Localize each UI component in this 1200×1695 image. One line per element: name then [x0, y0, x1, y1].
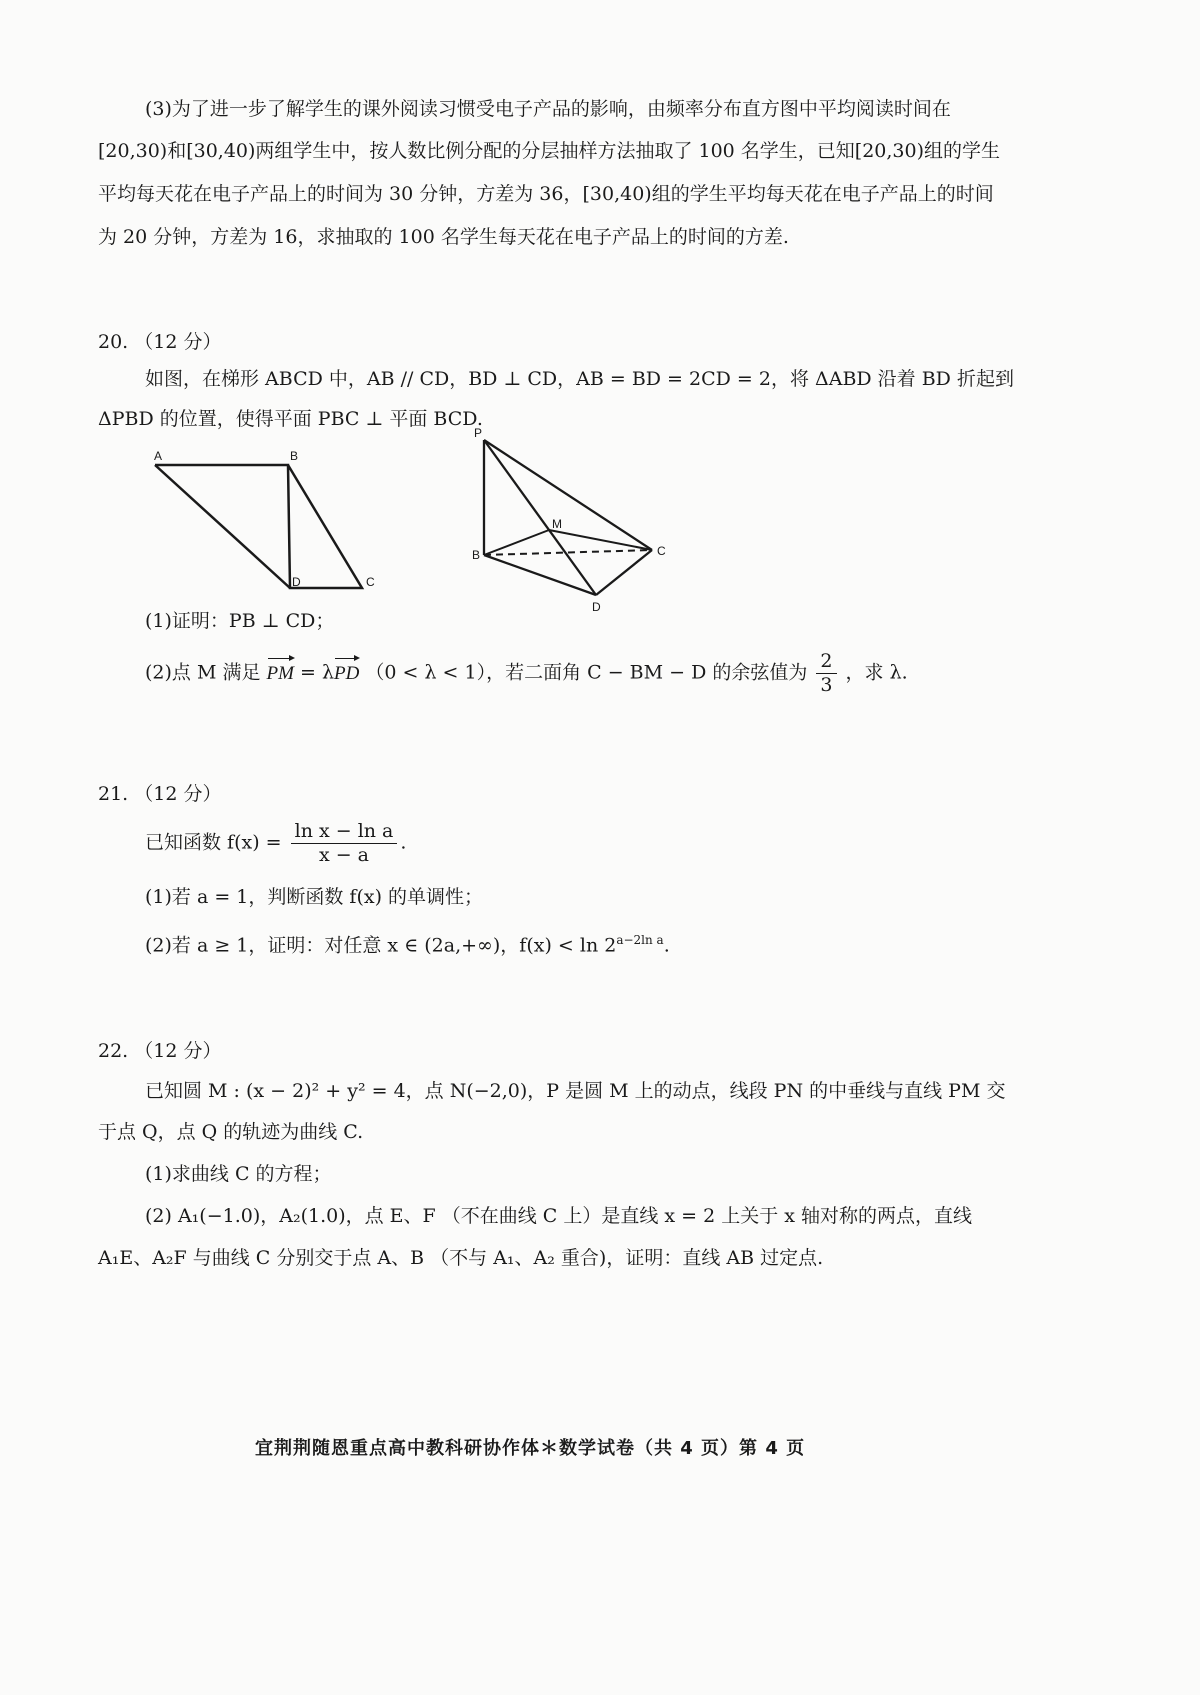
vector-pd: PD — [334, 662, 360, 684]
segment-ad — [155, 465, 290, 588]
q22-part2-line1: (2) A₁(−1.0)，A₂(1.0)，点 E、F （不在曲线 C 上）是直线 x = 2 上关于 x 轴对称的两点，直线 — [145, 1205, 973, 1227]
q22-header: 22. （12 分） — [98, 1040, 222, 1062]
q20-line1: 如图，在梯形 ABCD 中，AB // CD，BD ⊥ CD，AB = BD = 2CD = 2，将 ΔABD 沿着 BD 折起到 — [145, 368, 1014, 390]
q20-part2-suffix: ，求 λ. — [845, 661, 908, 684]
q19-part3-line1: (3)为了进一步了解学生的课外阅读习惯受电子产品的影响，由频率分布直方图中平均阅读时间在 — [145, 98, 951, 120]
q20-part2-condition: （0 < λ < 1），若二面角 C − BM − D 的余弦值为 — [365, 661, 808, 684]
function-fraction — [291, 822, 398, 865]
edge-pd — [484, 440, 596, 595]
q20-part2 — [145, 652, 908, 695]
q20-part1: (1)证明：PB ⊥ CD； — [145, 610, 335, 632]
vector-pm: PM — [266, 662, 294, 684]
edge-bc-hidden — [484, 550, 652, 555]
q20-header: 20. （12 分） — [98, 331, 222, 353]
trapezoid-outline — [155, 465, 362, 588]
segment-bm — [484, 530, 549, 555]
trapezoid-figure — [140, 440, 400, 600]
q19-part3-line4: 为 20 分钟，方差为 16，求抽取的 100 名学生每天花在电子产品上的时间的方差. — [98, 226, 789, 248]
edge-cd — [596, 550, 652, 595]
label-c: C — [366, 575, 375, 589]
function-denominator: x − a — [318, 844, 370, 866]
q22-line1: 已知圆 M : (x − 2)² + y² = 4，点 N(−2,0)，P 是圆 M 上的动点，线段 PN 的中垂线与直线 PM 交 — [145, 1080, 1006, 1102]
label-d: D — [292, 575, 301, 589]
q21-part2-text: (2)若 a ≥ 1，证明：对任意 x ∈ (2a,+∞)，f(x) < ln 2 — [145, 934, 617, 957]
q21-part1: (1)若 a = 1，判断函数 f(x) 的单调性； — [145, 886, 484, 908]
q21-given — [145, 822, 406, 865]
q21-exponent: a−2ln a — [616, 933, 664, 947]
label-m: M — [552, 517, 562, 531]
tetrahedron-figure — [470, 425, 690, 620]
q20-line2: ΔPBD 的位置，使得平面 PBC ⊥ 平面 BCD. — [98, 408, 483, 430]
label-c2: C — [657, 544, 666, 558]
label-a: A — [154, 449, 163, 463]
q21-part2-period: . — [663, 934, 670, 957]
q19-part3-line2: [20,30)和[30,40)两组学生中，按人数比例分配的分层抽样方法抽取了 100 名学生，已知[20,30)组的学生 — [98, 140, 1001, 162]
q21-header: 21. （12 分） — [98, 783, 222, 805]
label-d2: D — [592, 600, 601, 614]
fraction-two-thirds — [816, 652, 836, 695]
label-b: B — [290, 449, 299, 463]
fraction-numerator: 2 — [816, 652, 836, 674]
q22-line2: 于点 Q，点 Q 的轨迹为曲线 C. — [98, 1121, 364, 1143]
label-p: P — [474, 426, 483, 440]
q20-part2-eq: = λ — [299, 661, 334, 684]
q22-part1: (1)求曲线 C 的方程； — [145, 1163, 332, 1185]
function-numerator: ln x − ln a — [291, 822, 398, 844]
q20-part2-prefix: (2)点 M 满足 — [145, 661, 261, 684]
fraction-denominator: 3 — [820, 674, 833, 696]
label-b2: B — [472, 548, 481, 562]
q21-part2 — [145, 934, 670, 955]
q22-part2-line2: A₁E、A₂F 与曲线 C 分别交于点 A、B （不与 A₁、A₂ 重合)，证明：直线 AB 过定点. — [98, 1247, 824, 1269]
q21-given-prefix: 已知函数 f(x) = — [145, 831, 282, 854]
q19-part3-line3: 平均每天花在电子产品上的时间为 30 分钟，方差为 36，[30,40)组的学生平均每天花在电子产品上的时间 — [98, 183, 994, 205]
edge-bd — [484, 555, 596, 595]
q21-given-period: . — [400, 831, 407, 854]
page-footer: 宜荆荆随恩重点高中教科研协作体＊数学试卷（共 4 页）第 4 页 — [255, 1438, 806, 1459]
